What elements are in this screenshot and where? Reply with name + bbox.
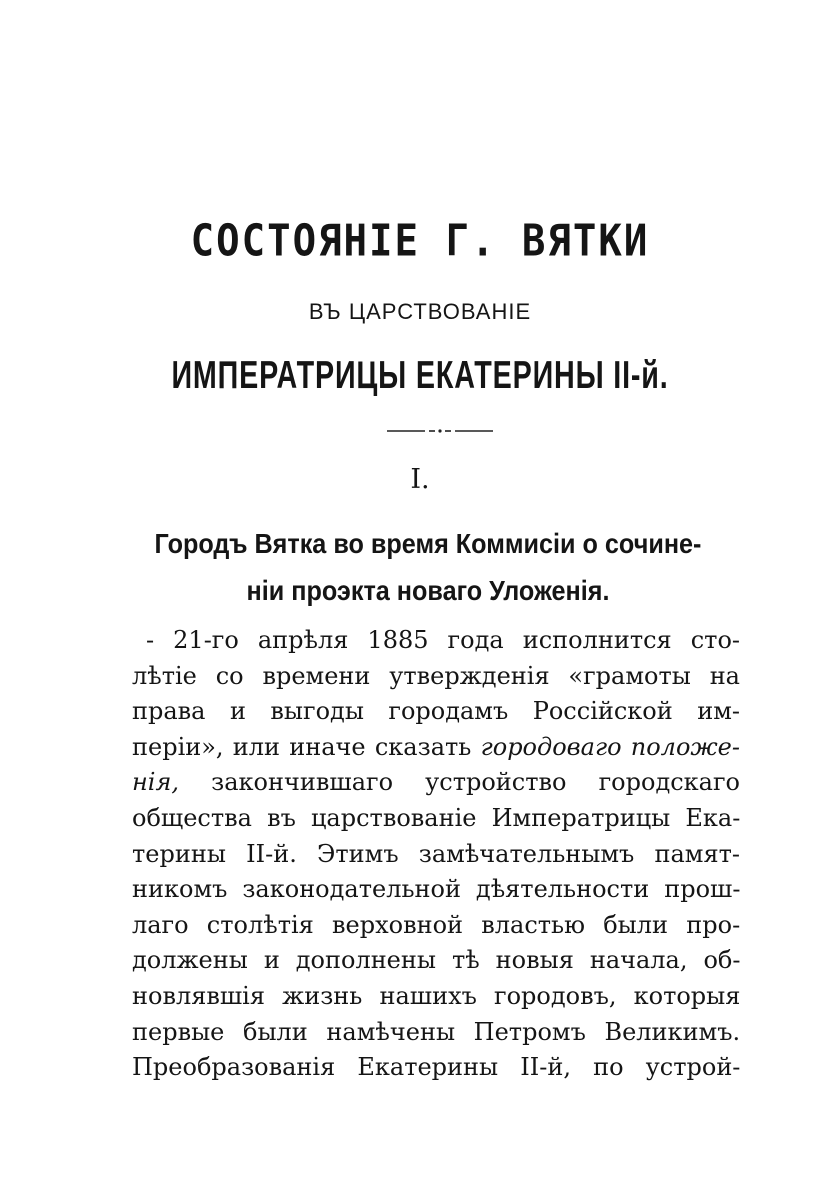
text-line-8: никомъ законодательной дѣятельности прош- [132,875,740,904]
text-line-2: лѣтіе со времени утвержденія «грамоты на [132,661,740,690]
section-number: I. [410,464,430,495]
text-line-13: Преобразованія Екатерины II-й, по устрой- [132,1053,740,1082]
body-paragraph [132,623,740,1086]
italic-phrase-1: городоваго положе- [480,732,740,761]
title-line-3: ИМПЕРАТРИЦЫ ЕКАТЕРИНЫ II-й. [171,354,669,397]
text-line-1: - 21-го апрѣля 1885 года исполнится сто- [146,626,740,654]
text-line-12: первые были намѣчены Петромъ Великимъ. [132,1017,740,1046]
text-line-11: новлявшія жизнь нашихъ городовъ, которыя [132,981,740,1010]
text-line-10: должены и дополнены тѣ новыя начала, об- [132,946,740,975]
text-line-7: терины II-й. Этимъ замѣчательнымъ памят- [132,839,740,868]
italic-phrase-2: нія, [132,768,180,797]
ornament-divider [385,424,495,438]
text-line-4-start: періи», или иначе сказать [132,732,481,761]
title-line-2: ВЪ ЦАРСТВОВАНІЕ [308,299,532,324]
text-line-3: права и выгоды городамъ Россійской им- [132,697,740,726]
text-line-4 [132,730,740,766]
section-heading-line-2: ніи проэкта новаго Уложенія. [246,575,610,606]
text-line-6: общества въ царствованіе Императрицы Ека- [132,803,740,832]
text-line-5 [132,765,740,801]
section-heading-line-1: Городъ Вятка во время Коммисіи о сочине- [154,528,702,559]
text-line-9: лаго столѣтія верховной властью были про- [132,910,740,939]
text-line-5-rest: закончившаго устройство городскаго [211,768,740,797]
title-line-1: СОСТОЯНІЕ Г. ВЯТКИ [190,216,650,267]
section-heading [149,520,707,614]
